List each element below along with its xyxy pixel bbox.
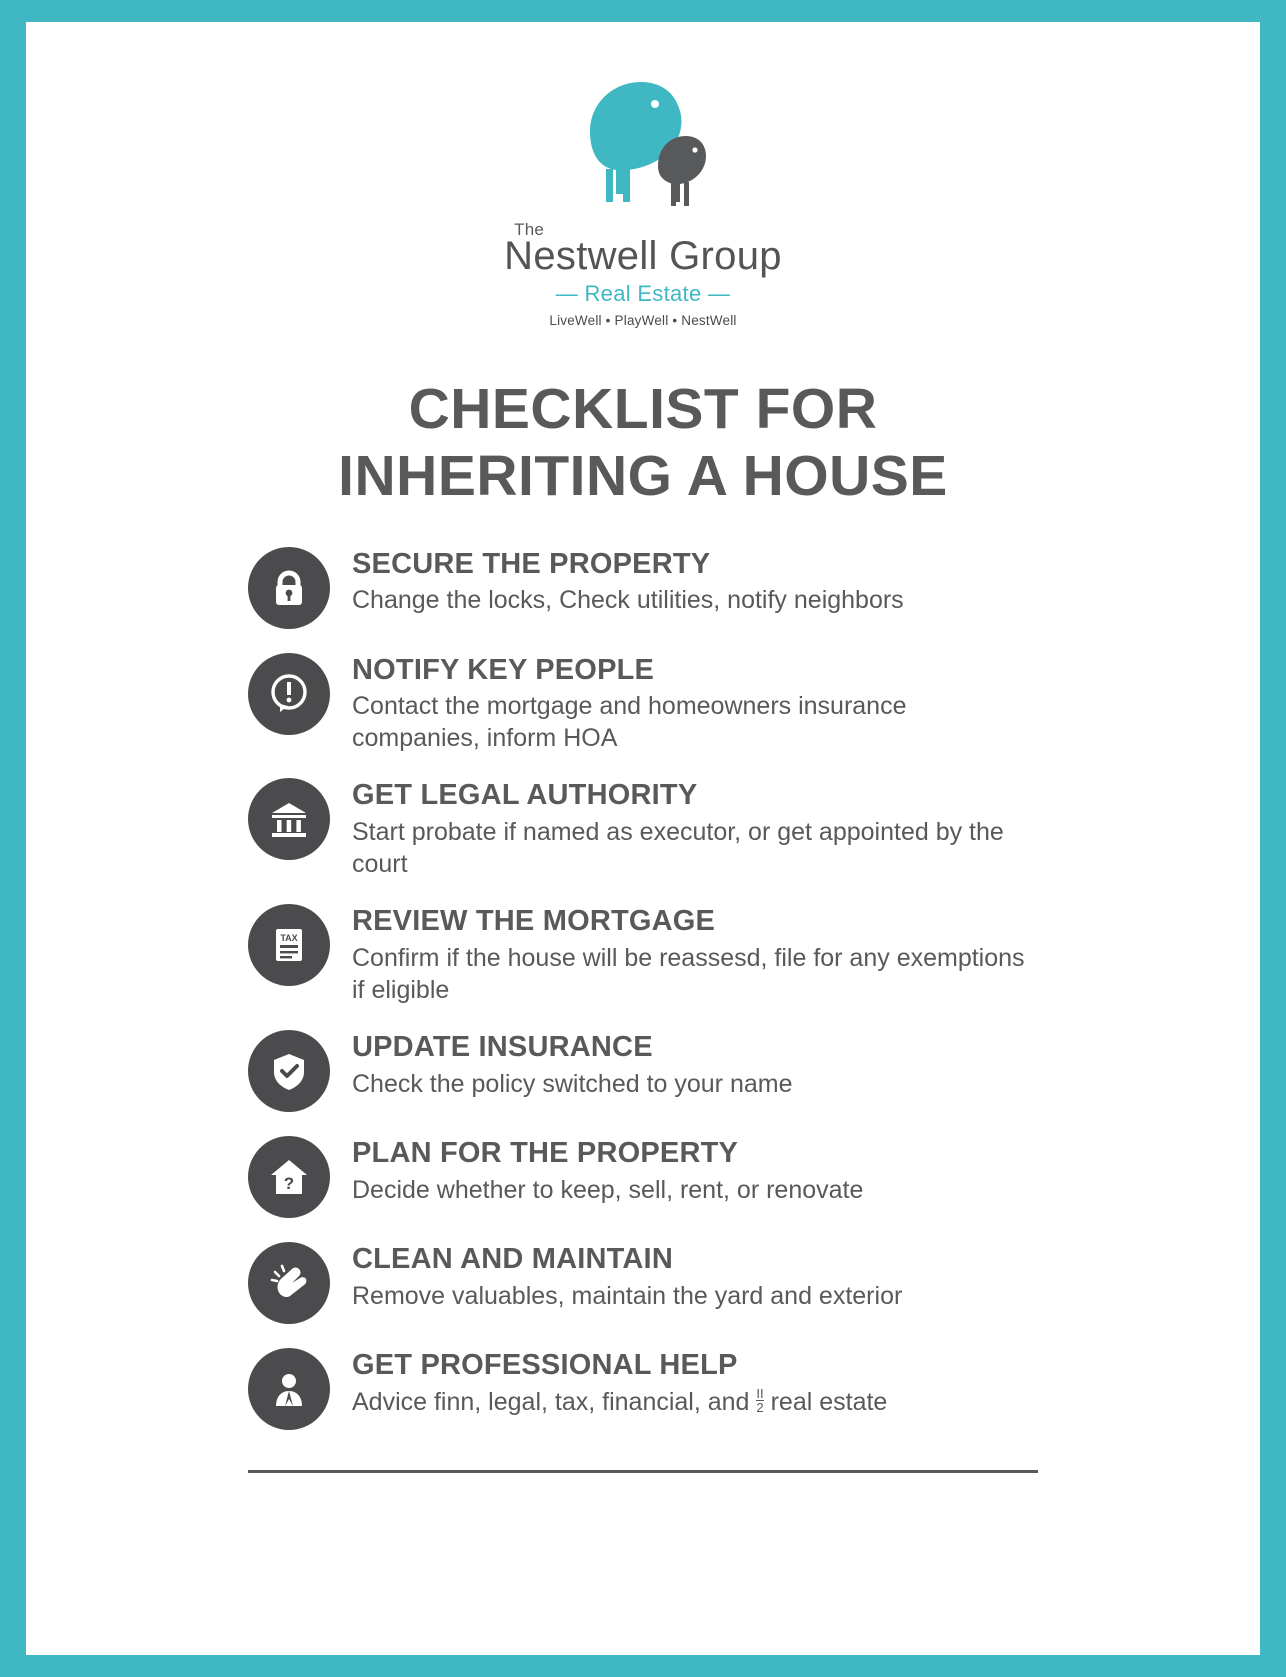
list-item-desc-before: Advice finn, legal, tax, financial, and [352, 1388, 757, 1417]
list-item-title: NOTIFY KEY PEOPLE [352, 653, 655, 686]
list-item-text [352, 776, 1038, 880]
house-question-icon [248, 1136, 330, 1218]
exclamation-speech-icon [248, 653, 330, 735]
list-item-title: REVIEW THE MORTGAGE [352, 905, 716, 938]
list-item [248, 1240, 1038, 1324]
list-item [248, 1134, 1038, 1218]
list-item-title: CLEAN AND MAINTAIN [352, 1243, 673, 1276]
lock-icon [248, 547, 330, 629]
logo-subtitle: — Real Estate — [555, 281, 731, 306]
list-item-title: PLAN FOR THE PROPERTY [352, 1137, 739, 1170]
list-item [248, 1028, 1038, 1112]
fraction [756, 1387, 763, 1414]
list-item-desc: Start probate if named as executor, or get appointed by the court [352, 818, 1004, 879]
list-item-title: SECURE THE PROPERTY [352, 547, 711, 580]
list-item-title: GET PROFESSIONAL HELP [352, 1349, 738, 1382]
list-item [248, 776, 1038, 880]
list-item-text [352, 651, 1038, 755]
logo-name: Nestwell Group [504, 234, 782, 278]
list-item-desc: Contact the mortgage and homeowners insurance companies, inform HOA [352, 692, 907, 753]
list-item-desc: Change the locks, Check utilities, notify neighbors [352, 586, 904, 615]
list-item-desc-after: real estate [763, 1388, 888, 1417]
page-title-line-2: INHERITING A HOUSE [338, 444, 948, 509]
page-title [338, 376, 948, 511]
list-item-text [352, 902, 1038, 1006]
list-item [248, 545, 1038, 629]
fraction-denominator: 2 [756, 1400, 764, 1416]
list-item-title: GET LEGAL AUTHORITY [352, 779, 698, 812]
list-item-title: UPDATE INSURANCE [352, 1031, 653, 1064]
courthouse-icon [248, 778, 330, 860]
list-item-desc: Confirm if the house will be reassesd, file for any exemptions if eligible [352, 944, 1025, 1005]
tax-document-icon [248, 904, 330, 986]
checklist [248, 545, 1038, 1431]
cleaning-hand-icon [248, 1242, 330, 1324]
fraction-numerator: II [756, 1386, 764, 1402]
list-item-desc: Check the policy switched to your name [352, 1070, 793, 1099]
document-page [26, 22, 1260, 1655]
list-item-desc: Decide whether to keep, sell, rent, or renovate [352, 1176, 864, 1205]
list-item-text [352, 1134, 863, 1206]
list-item-text [352, 1346, 887, 1418]
svg-text:?: ? [283, 1174, 295, 1194]
list-item [248, 1346, 1038, 1430]
page-title-line-1: CHECKLIST FOR [408, 377, 878, 441]
logo-block [504, 74, 782, 328]
logo-the-text: The [514, 220, 545, 239]
shield-check-icon [248, 1030, 330, 1112]
list-item-desc [352, 1386, 887, 1418]
logo-tagline: LiveWell • PlayWell • NestWell [549, 313, 737, 328]
professional-person-icon [248, 1348, 330, 1430]
list-item [248, 902, 1038, 1006]
list-item-text [352, 1240, 902, 1312]
list-item-desc: Remove valuables, maintain the yard and exterior [352, 1282, 903, 1311]
list-item-text [352, 545, 904, 617]
list-item [248, 651, 1038, 755]
list-item-text [352, 1028, 793, 1100]
footer-divider [248, 1470, 1038, 1473]
two-birds-icon [538, 74, 748, 224]
svg-text:TAX: TAX [280, 933, 298, 944]
